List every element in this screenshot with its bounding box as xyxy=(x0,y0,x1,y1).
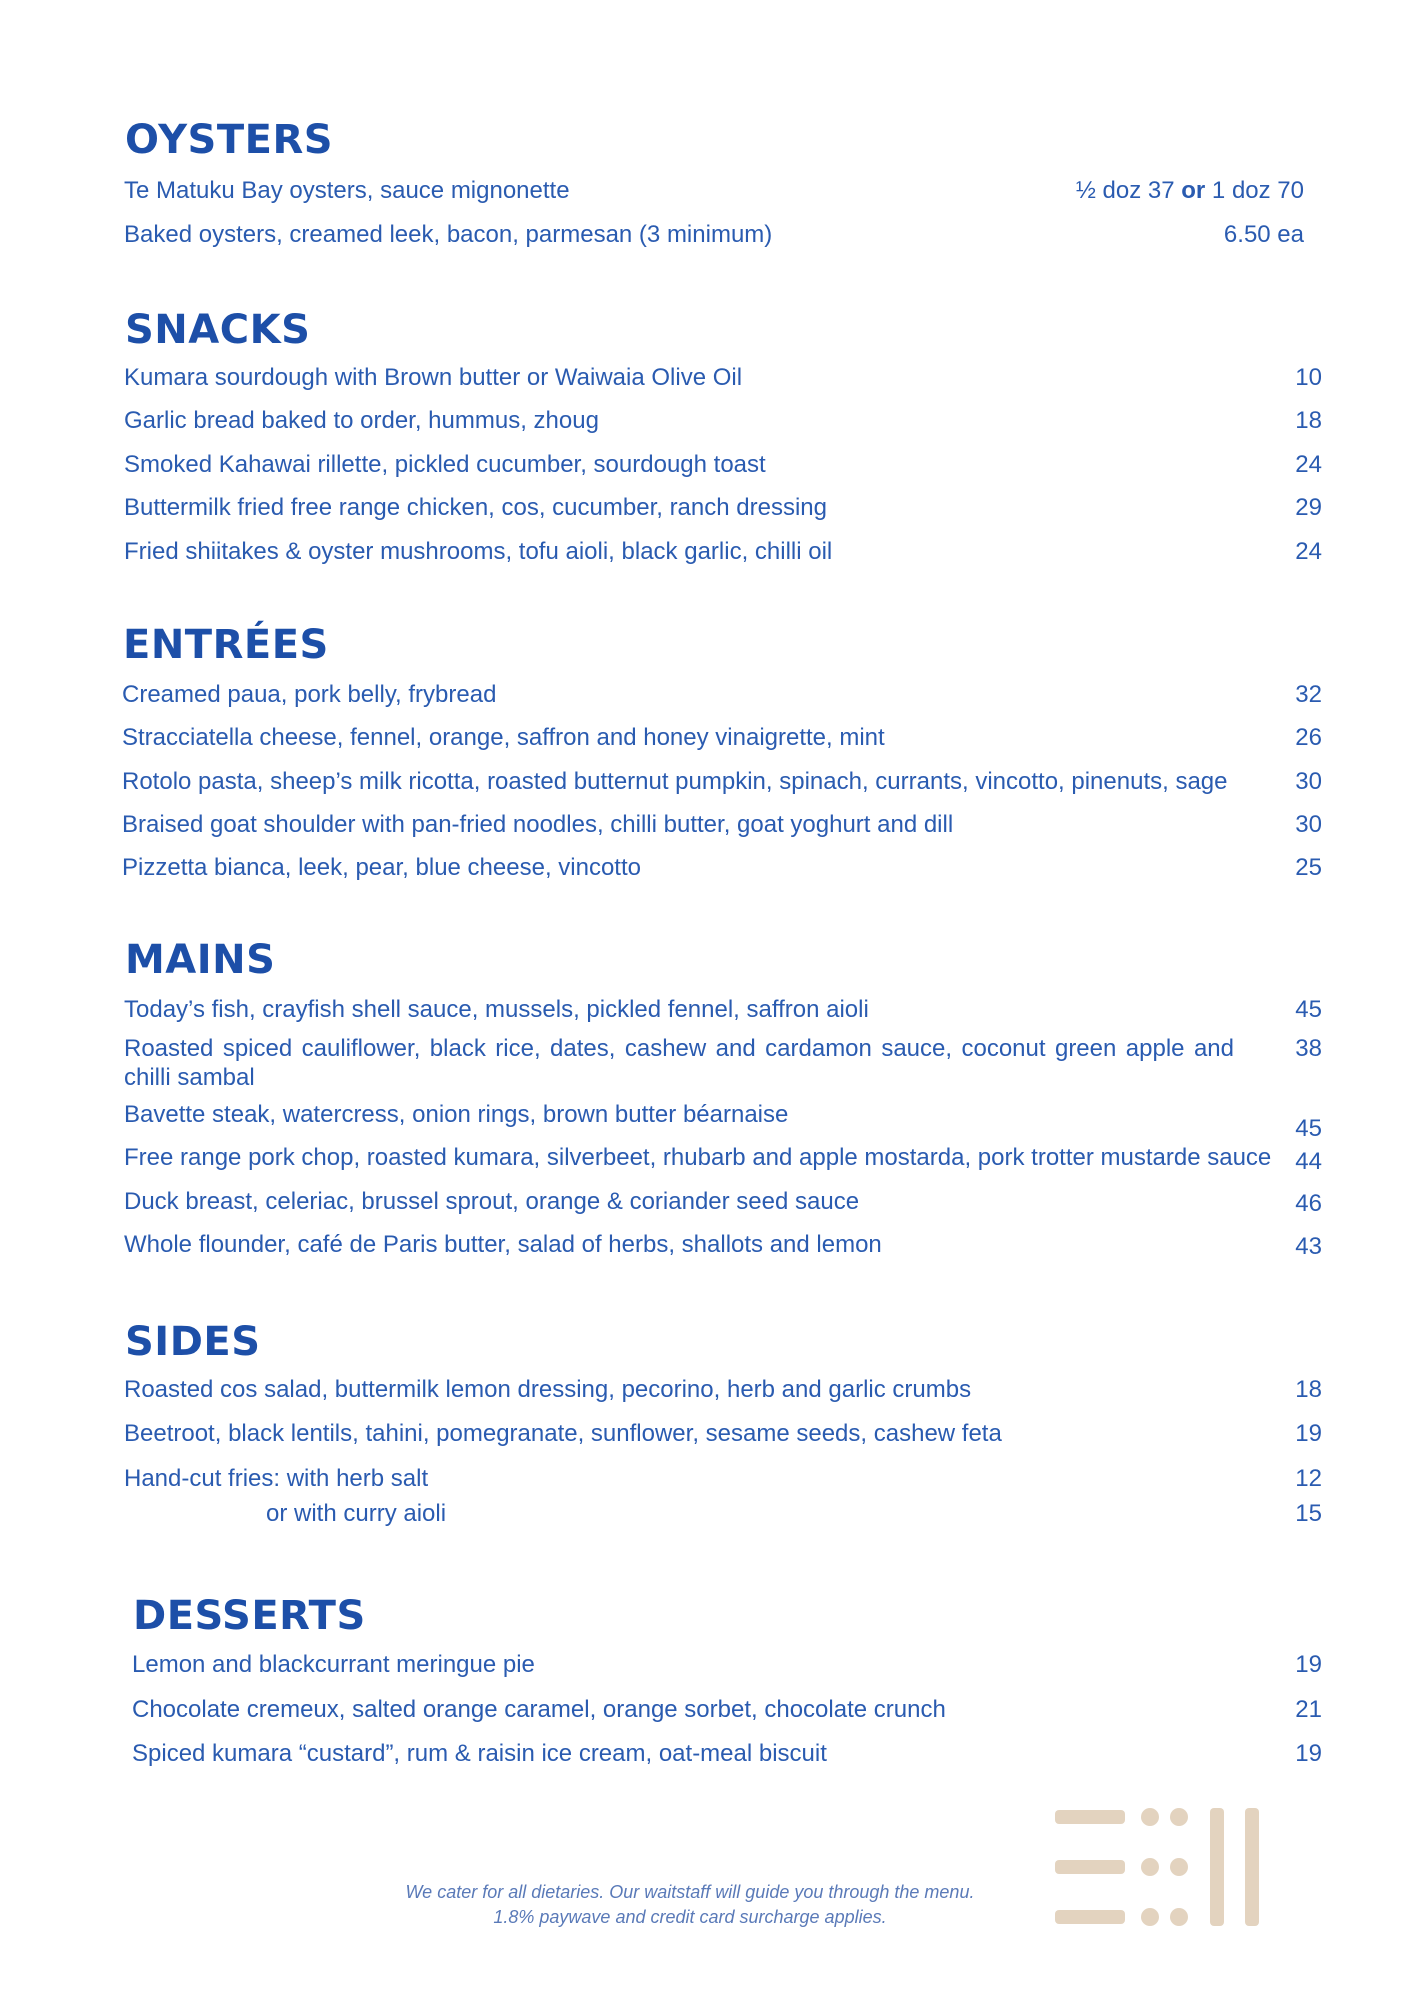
item-name: Bavette steak, watercress, onion rings, brown butter béarnaise xyxy=(124,1101,789,1128)
item-price: 30 xyxy=(1295,768,1322,795)
item-name: or with curry aioli xyxy=(266,1500,447,1527)
item-name: Baked oysters, creamed leek, bacon, parmesan (3 minimum) xyxy=(124,221,773,248)
item-price: 18 xyxy=(1295,1376,1322,1403)
item-price: 24 xyxy=(1295,538,1322,565)
item-price: 30 xyxy=(1295,811,1322,838)
item-name: Braised goat shoulder with pan-fried noodles, chilli butter, goat yoghurt and dill xyxy=(122,811,954,838)
item-price: ½ doz 37 or 1 doz 70 xyxy=(1075,177,1304,204)
item-price: 46 xyxy=(1295,1190,1322,1217)
item-name: Kumara sourdough with Brown butter or Waiwaia Olive Oil xyxy=(124,364,743,391)
desserts-heading: DESSERTS xyxy=(133,1593,366,1639)
item-name: Hand-cut fries: with herb salt xyxy=(124,1465,429,1492)
item-price: 10 xyxy=(1295,364,1322,391)
item-name: Smoked Kahawai rillette, pickled cucumber, sourdough toast xyxy=(124,451,766,478)
item-price: 25 xyxy=(1295,854,1322,881)
item-name: Garlic bread baked to order, hummus, zhoug xyxy=(124,407,599,434)
item-name: Duck breast, celeriac, brussel sprout, orange & coriander seed sauce xyxy=(124,1188,860,1215)
item-name: Te Matuku Bay oysters, sauce mignonette xyxy=(124,177,570,204)
sides-heading: SIDES xyxy=(125,1319,261,1365)
item-name: Rotolo pasta, sheep’s milk ricotta, roasted butternut pumpkin, spinach, currants, vincotto, pinenuts, sage xyxy=(122,768,1228,795)
item-name: Today’s fish, crayfish shell sauce, mussels, pickled fennel, saffron aioli xyxy=(124,996,869,1023)
item-name: Creamed paua, pork belly, frybread xyxy=(122,681,497,708)
item-price: 43 xyxy=(1295,1233,1322,1260)
item-name: Beetroot, black lentils, tahini, pomegranate, sunflower, sesame seeds, cashew feta xyxy=(124,1420,1002,1447)
snacks-heading: SNACKS xyxy=(125,307,311,353)
menu-item xyxy=(124,1034,1322,1094)
restaurant-logo-icon xyxy=(1055,1808,1285,1928)
item-price: 18 xyxy=(1295,407,1322,434)
item-name: Roasted cos salad, buttermilk lemon dressing, pecorino, herb and garlic crumbs xyxy=(124,1376,972,1403)
item-name: Pizzetta bianca, leek, pear, blue cheese, vincotto xyxy=(122,854,641,881)
item-name: Roasted spiced cauliflower, black rice, dates, cashew and cardamon sauce, coconut green apple and chilli sambal xyxy=(124,1035,1234,1091)
item-price: 12 xyxy=(1295,1465,1322,1492)
item-price: 32 xyxy=(1295,681,1322,708)
item-name: Buttermilk fried free range chicken, cos, cucumber, ranch dressing xyxy=(124,494,827,521)
item-name: Fried shiitakes & oyster mushrooms, tofu aioli, black garlic, chilli oil xyxy=(124,538,833,565)
footer-note xyxy=(380,1880,1000,1930)
mains-heading: MAINS xyxy=(125,937,276,983)
item-price: 19 xyxy=(1295,1420,1322,1447)
item-price: 45 xyxy=(1295,996,1322,1023)
item-price: 6.50 ea xyxy=(1223,221,1304,248)
item-price: 21 xyxy=(1295,1696,1322,1723)
item-price: 19 xyxy=(1295,1651,1322,1678)
item-name: Whole flounder, café de Paris butter, salad of herbs, shallots and lemon xyxy=(124,1231,882,1258)
oysters-heading: OYSTERS xyxy=(125,117,334,163)
item-price: 24 xyxy=(1295,451,1322,478)
item-name: Free range pork chop, roasted kumara, silverbeet, rhubarb and apple mostarda, pork trotter mustarde sauce xyxy=(124,1144,1272,1171)
item-price: 44 xyxy=(1295,1148,1322,1175)
item-price: 29 xyxy=(1295,494,1322,521)
item-price: 19 xyxy=(1295,1740,1322,1767)
item-name: Lemon and blackcurrant meringue pie xyxy=(132,1651,535,1678)
entrees-heading: ENTRÉES xyxy=(123,622,329,668)
item-price: 26 xyxy=(1295,724,1322,751)
item-name: Spiced kumara “custard”, rum & raisin ice cream, oat-meal biscuit xyxy=(132,1740,827,1767)
item-price: 15 xyxy=(1295,1500,1322,1527)
item-price: 38 xyxy=(1295,1035,1322,1062)
item-name: Stracciatella cheese, fennel, orange, saffron and honey vinaigrette, mint xyxy=(122,724,885,751)
footer-line-2: 1.8% paywave and credit card surcharge applies. xyxy=(493,1907,887,1927)
item-name: Chocolate cremeux, salted orange caramel, orange sorbet, chocolate crunch xyxy=(132,1696,946,1723)
footer-line-1: We cater for all dietaries. Our waitstaff will guide you through the menu. xyxy=(405,1882,975,1902)
item-price: 45 xyxy=(1295,1115,1322,1142)
